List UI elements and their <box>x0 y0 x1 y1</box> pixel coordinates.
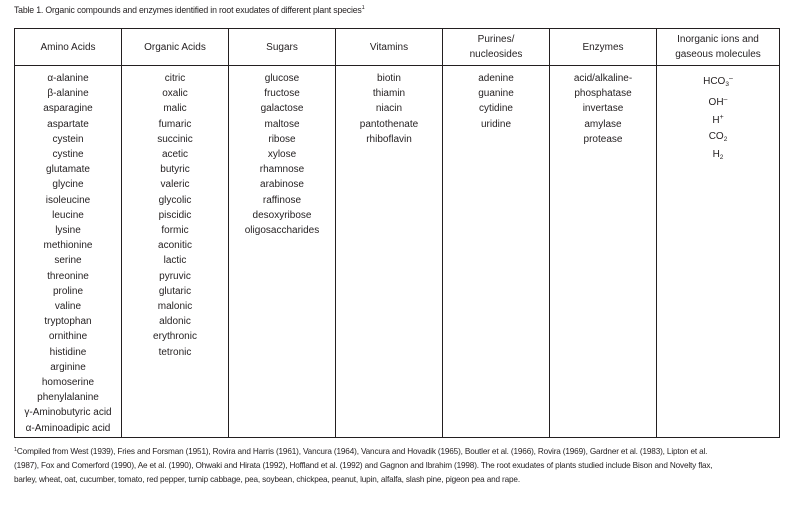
list-item: fumaric <box>158 118 192 130</box>
ion-subscript: 2 <box>719 153 724 161</box>
list-item: phosphatase <box>574 88 632 100</box>
list-item: oxalic <box>162 88 188 100</box>
list-item: acetic <box>161 149 189 161</box>
list-item: isoleucine <box>45 194 91 206</box>
list-item: niacin <box>375 103 403 115</box>
header-row <box>15 29 780 66</box>
list-item: maltose <box>264 118 300 130</box>
organic-acids-cell <box>122 66 229 438</box>
list-item: citric <box>164 73 186 84</box>
list-item: γ-Aminobutyric acid <box>24 407 112 419</box>
list-item: pantothenate <box>359 118 419 130</box>
list-item: aspartate <box>47 118 89 130</box>
ion-subscript: 3 <box>725 81 729 88</box>
list-item: piscidic <box>158 209 192 221</box>
list-item: erythronic <box>153 331 197 343</box>
list-item: uridine <box>480 118 512 130</box>
list-item: pyruvic <box>159 270 191 282</box>
list-item: proline <box>52 285 84 297</box>
header-vitamins: Vitamins <box>336 29 443 66</box>
list-item: raffinose <box>262 194 302 206</box>
list-item: formic <box>161 225 189 237</box>
list-item: desoxyribose <box>252 209 312 221</box>
ion-base: HCO <box>703 76 726 87</box>
list-item: glucose <box>264 73 300 84</box>
list-item: aconitic <box>158 240 192 252</box>
list-item: acid/alkaline- <box>573 73 633 84</box>
list-item: butyric <box>160 164 190 176</box>
ion-item <box>658 71 778 92</box>
list-item: lactic <box>163 255 187 267</box>
ion-base: OH <box>708 97 724 109</box>
list-item: α-alanine <box>47 73 89 84</box>
list-item: aldonic <box>159 316 191 328</box>
amino-acids-cell <box>15 66 122 438</box>
caption-footnote-marker: 1 <box>361 5 365 11</box>
list-item: arabinose <box>260 179 304 191</box>
header-amino-acids: Amino Acids <box>15 29 122 66</box>
list-item: glycolic <box>158 194 192 206</box>
ion-base: CO <box>708 130 724 142</box>
enzymes-cell <box>550 66 657 438</box>
list-item: invertase <box>582 103 624 115</box>
list-item: galactose <box>260 103 304 115</box>
list-item: serine <box>54 255 82 267</box>
list-item: homoserine <box>41 377 95 389</box>
list-item: lysine <box>55 225 81 237</box>
list-item: arginine <box>50 361 86 373</box>
inorganic-ions-cell <box>657 66 780 438</box>
footnote-marker: 1 <box>14 447 17 453</box>
body-row <box>15 66 780 438</box>
list-item: threonine <box>47 270 89 282</box>
list-item: rhiboflavin <box>366 133 412 145</box>
list-item: ornithine <box>48 331 88 343</box>
list-item: biotin <box>377 73 401 84</box>
header-organic-acids: Organic Acids <box>122 29 229 66</box>
ion-item <box>658 92 778 110</box>
list-item: succinic <box>157 133 193 145</box>
sugars-cell <box>229 66 336 438</box>
ion-base: H <box>712 115 720 127</box>
list-item: adenine <box>478 73 514 84</box>
list-item: methionine <box>43 240 93 252</box>
header-purines-nucleosides: Purines/ nucleosides <box>443 29 550 66</box>
list-item: α-Aminoadipic acid <box>25 422 111 434</box>
header-sugars: Sugars <box>229 29 336 66</box>
list-item: rhamnose <box>259 164 305 176</box>
list-item: valine <box>54 301 82 313</box>
table-footnote: $^1$Compiled from West (1939), Fries and Forsman (1951), Rovira and Harris (1961), Vancura (1964), Vancura and Hovadik (1965), Boutler et al. (1966), Rovira (1969), Gardner et al. (1983), Lipton et al. (1987), Fox and Comerford (1990), Ae et al. (1990), Ohwaki and Hirata (1992), Hoffland et al. (1992) and Gagnon and Ibrahim (1998). The root exudates of plants studied include Bison and Novelty flax, barley, wheat, oat, cucumber, tomato, red pepper, turnip cabbage, pea, soybean, chickpea, peanut, lupin, alfalfa, slash pine, pigeon pea and rape. <box>14 447 713 484</box>
ion-superscript: + <box>719 114 724 122</box>
ion-base: H <box>712 148 720 160</box>
header-inorganic-ions: Inorganic ions and gaseous molecules <box>657 29 780 66</box>
list-item: malonic <box>157 301 193 313</box>
ion-item <box>658 129 778 147</box>
list-item: asparagine <box>43 103 93 115</box>
list-item: valeric <box>160 179 190 191</box>
list-item: cytidine <box>479 103 513 115</box>
ion-item <box>658 110 778 128</box>
vitamins-cell <box>336 66 443 438</box>
list-item: glutamate <box>46 164 90 176</box>
root-exudates-table <box>14 28 780 438</box>
list-item: fructose <box>264 88 300 100</box>
list-item: thiamin <box>372 88 406 100</box>
list-item: glycine <box>52 179 84 191</box>
list-item: xylose <box>267 149 297 161</box>
list-item: β-alanine <box>47 88 89 100</box>
list-item: leucine <box>52 209 84 221</box>
ion-superscript: – <box>723 96 728 104</box>
ion-superscript: – <box>728 75 733 82</box>
list-item: histidine <box>49 346 87 358</box>
table-caption: Table 1. Organic compounds and enzymes identified in root exudates of different plant species$^1$ <box>14 5 365 16</box>
ion-item <box>658 147 778 165</box>
list-item: protease <box>583 133 623 145</box>
purines-nucleosides-cell <box>443 66 550 438</box>
list-item: phenylalanine <box>37 392 99 404</box>
list-item: tetronic <box>158 346 192 358</box>
header-enzymes: Enzymes <box>550 29 657 66</box>
list-item: cystine <box>52 149 84 161</box>
list-item: ribose <box>268 133 296 145</box>
list-item: oligosaccharides <box>244 225 320 237</box>
list-item: guanine <box>478 88 514 100</box>
ion-subscript: 2 <box>723 135 728 143</box>
list-item: cystein <box>52 133 84 145</box>
list-item: glutaric <box>158 285 192 297</box>
list-item: amylase <box>584 118 622 130</box>
list-item: tryptophan <box>44 316 92 328</box>
list-item: malic <box>163 103 187 115</box>
